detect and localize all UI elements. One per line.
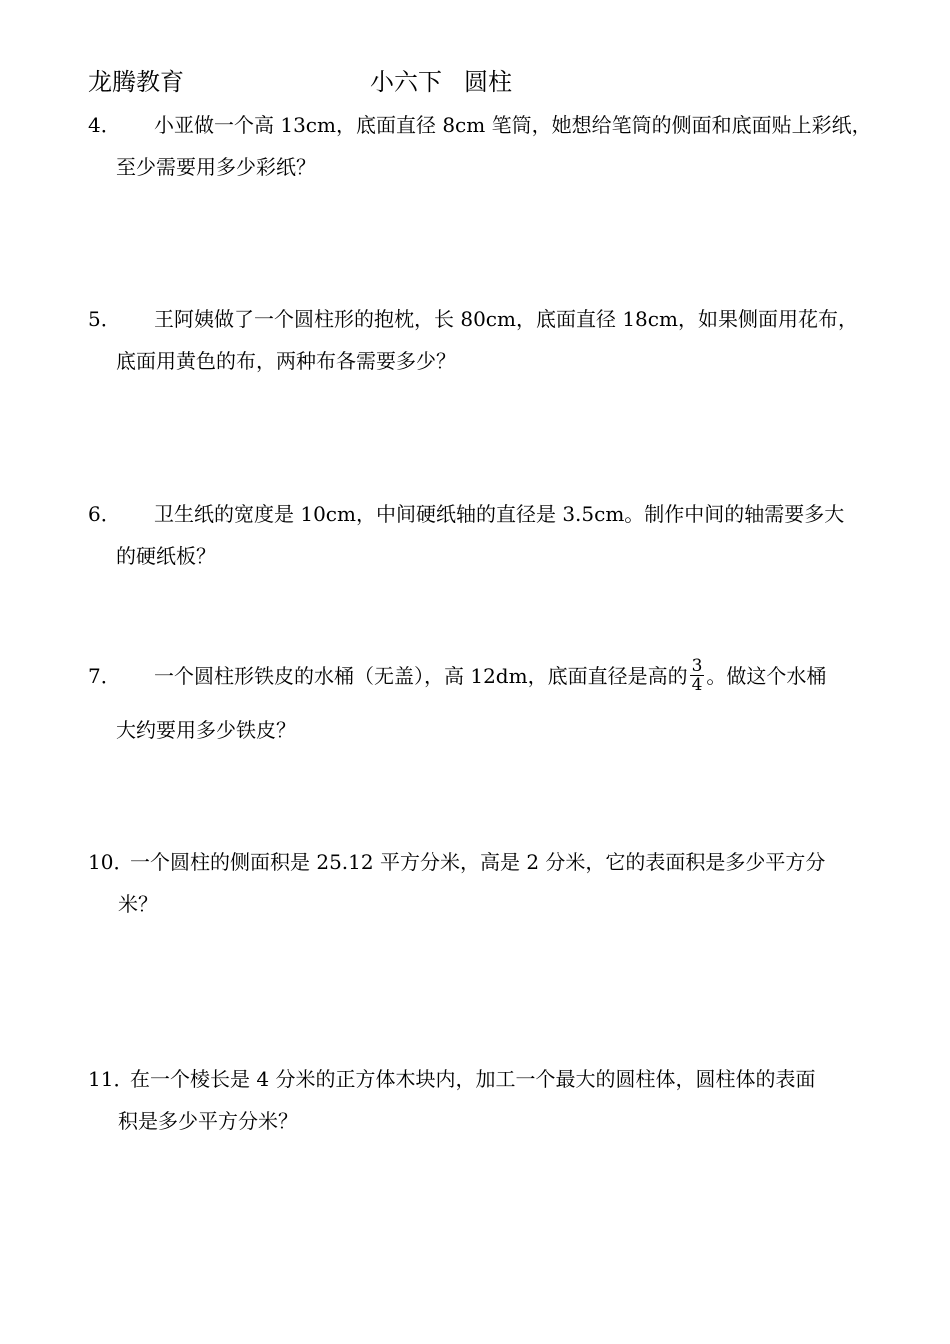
question-number: 10．: [88, 850, 134, 874]
question-text-line-2: 底面用黄色的布，两种布各需要多少？: [116, 349, 456, 373]
question-number: 5．: [88, 307, 121, 331]
question-text-line-1: 卫生纸的宽度是 10cm，中间硬纸轴的直径是 3.5cm。制作中间的轴需要多大: [154, 502, 845, 526]
question-text-line-1: 王阿姨做了一个圆柱形的抱枕，长 80cm，底面直径 18cm，如果侧面用花布，: [154, 307, 858, 331]
grade-label: 小六下: [370, 68, 442, 96]
worksheet-title: [370, 62, 512, 97]
question-text-part: 。做这个水桶: [706, 664, 827, 688]
fraction-denominator: 4: [691, 675, 703, 695]
question-number: 4．: [88, 113, 121, 137]
question-number: 7．: [88, 664, 121, 688]
question-10: [88, 841, 894, 925]
question-4: [88, 104, 894, 188]
question-7: [88, 654, 894, 752]
question-text-line-1: 一个圆柱的侧面积是 25.12 平方分米，高是 2 分米，它的表面积是多少平方分: [130, 850, 826, 874]
question-text-line-2: 至少需要用多少彩纸？: [116, 155, 316, 179]
question-number: 11．: [88, 1067, 134, 1091]
fraction-numerator: 3: [691, 656, 703, 676]
question-text-line-1: 小亚做一个高 13cm，底面直径 8cm 笔筒，她想给笔筒的侧面和底面贴上彩纸，: [154, 113, 872, 137]
question-text-line-2: 的硬纸板？: [116, 544, 216, 568]
question-6: [88, 493, 894, 577]
question-text-line-1: 在一个棱长是 4 分米的正方体木块内，加工一个最大的圆柱体，圆柱体的表面: [130, 1067, 816, 1091]
organization-name: 龙腾教育: [88, 68, 184, 96]
question-text-line-2: 积是多少平方分米？: [118, 1109, 298, 1133]
question-number: 6．: [88, 502, 121, 526]
question-11: [88, 1058, 894, 1142]
fraction: [690, 657, 705, 694]
topic-label: 圆柱: [464, 68, 512, 96]
question-text-line-1: [154, 654, 894, 698]
question-text-line-2: 米？: [118, 892, 158, 916]
question-text-part: 一个圆柱形铁皮的水桶（无盖），高 12dm，底面直径是高的: [154, 664, 688, 688]
question-text-line-2: 大约要用多少铁皮？: [116, 718, 296, 742]
question-5: [88, 298, 894, 382]
